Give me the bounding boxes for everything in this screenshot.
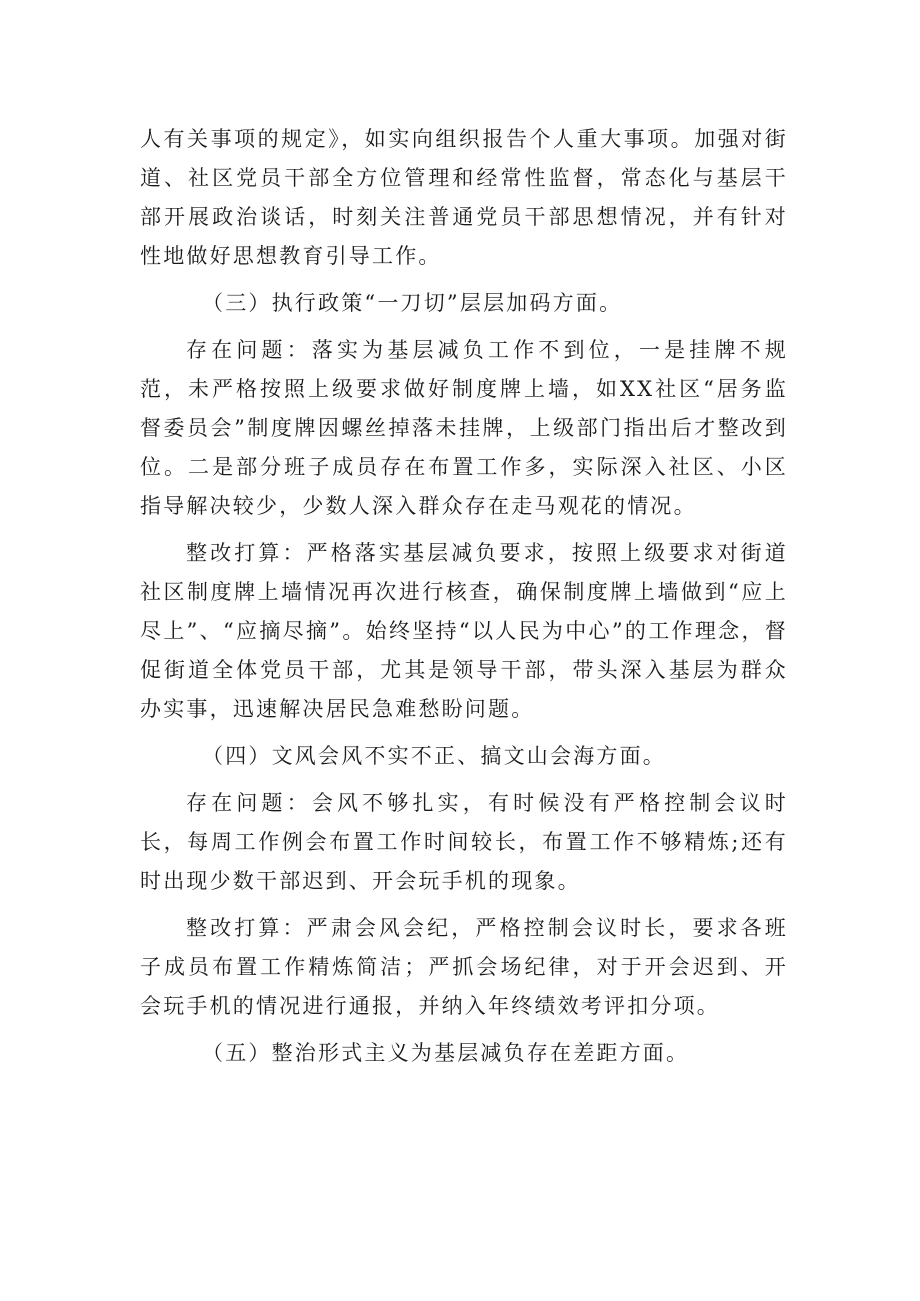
section-heading-4: （四）文风会风不实不正、搞文山会海方面。 (202, 744, 666, 768)
paragraph-plan-3: 整改打算：严格落实基层减负要求，按照上级要求对街道社区制度牌上墙情况再次进行核查，确保制度牌上墙做到“应上尽上”、“应摘尽摘”。始终坚持“以人民为中心”的工作理念，督促街道全体党员干部，尤其是领导干部，带头深入基层为群众办实事，迅速解决居民急难愁盼问题。 (140, 541, 788, 721)
paragraph-plan-4: 整改打算：严肃会风会纪，严格控制会议时长，要求各班子成员布置工作精炼简洁；严抓会场纪律，对于开会迟到、开会玩手机的情况进行通报，并纳入年终绩效考评扣分项。 (140, 916, 788, 1018)
section-heading-3: （三）执行政策“一刀切”层层加码方面。 (202, 291, 623, 315)
paragraph-problem-3: 存在问题：落实为基层减负工作不到位，一是挂牌不规范，未严格按照上级要求做好制度牌上墙，如XX社区“居务监督委员会”制度牌因螺丝掉落未挂牌，上级部门指出后才整改到位。二是部分班子成员存在布置工作多，实际深入社区、小区指导解决较少，少数人深入群众存在走马观花的情况。 (140, 338, 788, 518)
paragraph-problem-4: 存在问题：会风不够扎实，有时候没有严格控制会议时长，每周工作例会布置工作时间较长，布置工作不够精炼;还有时出现少数干部迟到、开会玩手机的现象。 (140, 791, 788, 893)
document-body (140, 120, 788, 1081)
section-heading-5: （五）整治形式主义为基层减负存在差距方面。 (202, 1041, 690, 1065)
paragraph-continued: 人有关事项的规定》，如实向组织报告个人重大事项。加强对街道、社区党员干部全方位管理和经常性监督，常态化与基层干部开展政治谈话，时刻关注普通党员干部思想情况，并有针对性地做好思想教育引导工作。 (140, 127, 788, 268)
